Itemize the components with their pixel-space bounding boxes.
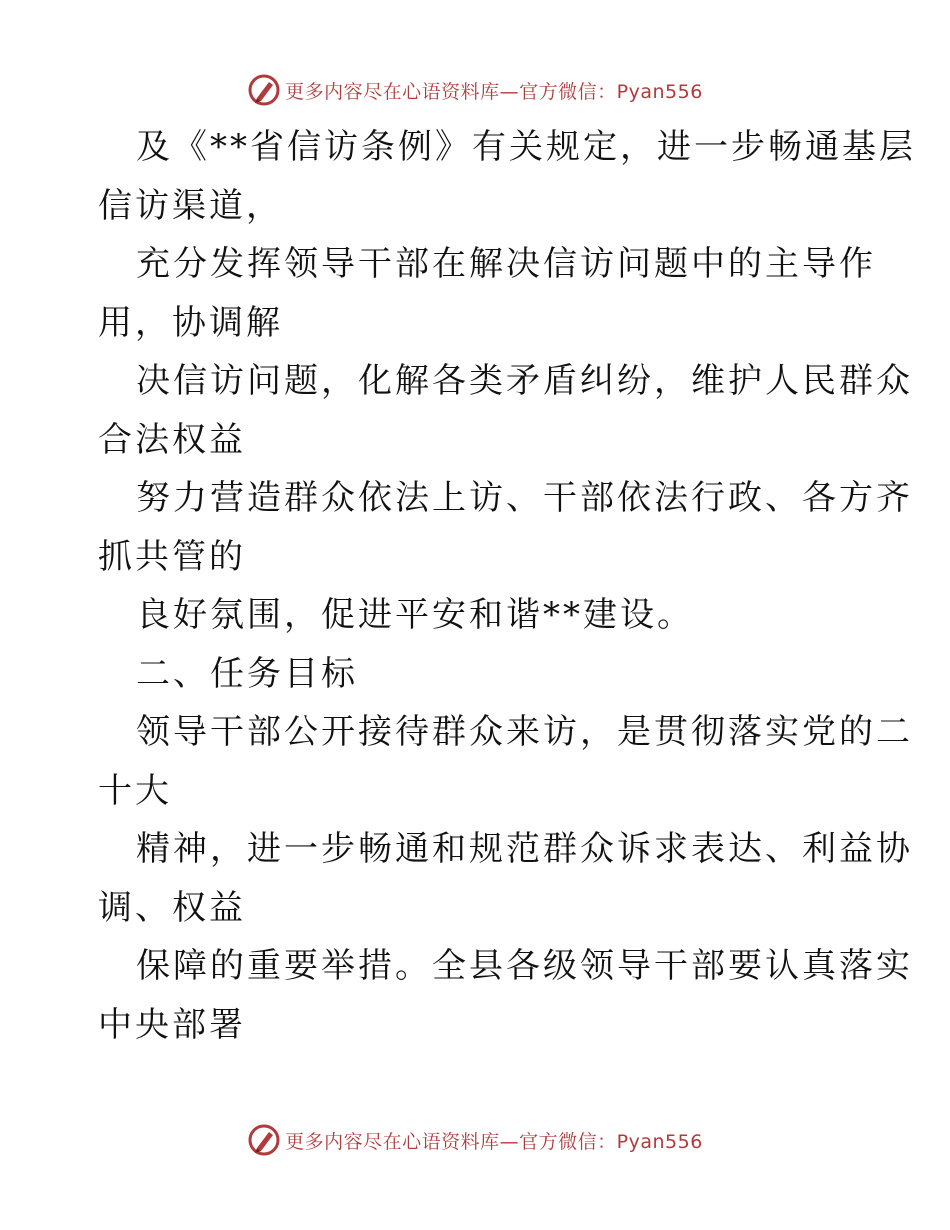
- text-line: 领导干部公开接待群众来访，是贯彻落实党的二: [136, 712, 913, 752]
- text-line: 精神，进一步畅通和规范群众诉求表达、利益协: [136, 829, 913, 869]
- text-line: 用，协调解: [98, 302, 283, 343]
- text-line: 十大: [98, 770, 172, 811]
- text-line: 调、权益: [98, 887, 246, 928]
- text-line: 合法权益: [98, 419, 246, 460]
- header-watermark-text: 更多内容尽在心语资料库—官方微信：Pyan556: [285, 80, 703, 103]
- text-line: 保障的重要举措。全县各级领导干部要认真落实: [136, 946, 913, 986]
- text-line: 及《**省信访条例》有关规定，进一步畅通基层: [136, 127, 916, 167]
- text-line: 抓共管的: [98, 536, 246, 577]
- pen-logo-icon: [247, 73, 281, 107]
- text-line: 二、任务目标: [136, 653, 358, 694]
- text-line: 决信访问题，化解各类矛盾纠纷，维护人民群众: [136, 361, 913, 401]
- text-line: 努力营造群众依法上访、干部依法行政、各方齐: [136, 478, 913, 518]
- footer-watermark-text: 更多内容尽在心语资料库—官方微信：Pyan556: [285, 1130, 703, 1153]
- text-line: 中央部署: [98, 1004, 246, 1045]
- text-line: 充分发挥领导干部在解决信访问题中的主导作: [136, 244, 876, 284]
- text-line: 信访渠道，: [98, 185, 283, 226]
- header-watermark: [0, 70, 950, 110]
- footer-watermark: [0, 1120, 950, 1160]
- pen-logo-icon: [247, 1123, 281, 1157]
- text-line: 良好氛围，促进平安和谐**建设。: [136, 595, 694, 635]
- document-body: [98, 118, 916, 1054]
